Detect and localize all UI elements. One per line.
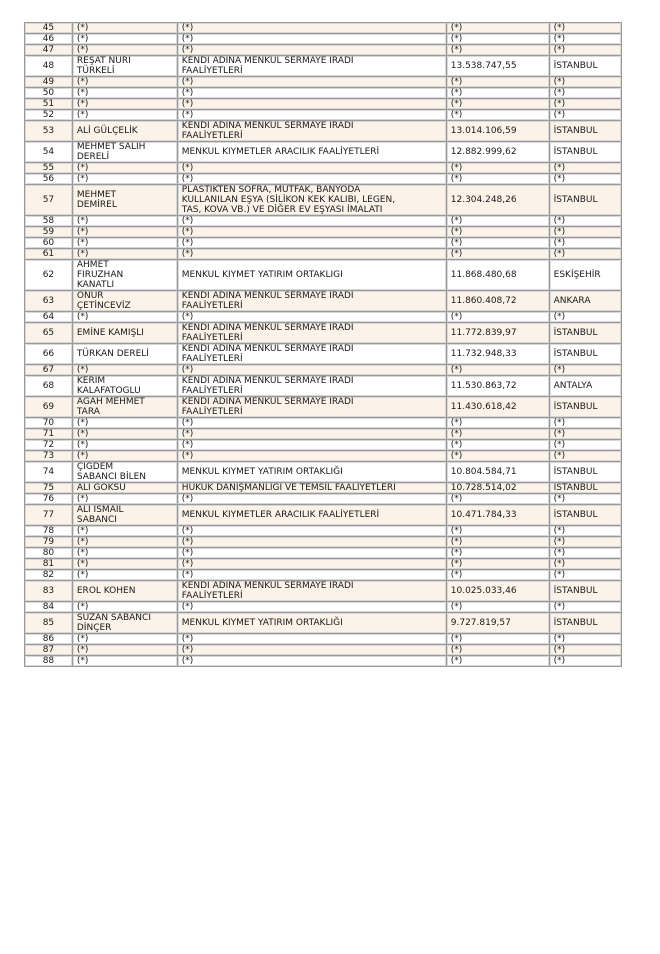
city-name: ANKARA <box>550 291 622 312</box>
taxpayer-name: (*) <box>73 216 178 227</box>
table-row <box>25 142 622 163</box>
activity-description: (*) <box>178 634 447 645</box>
city-name: İSTANBUL <box>550 505 622 526</box>
tax-amount: (*) <box>447 249 550 260</box>
tax-amount: (*) <box>447 45 550 56</box>
table-row <box>25 45 622 56</box>
tax-amount: (*) <box>447 77 550 88</box>
city-name: (*) <box>550 526 622 537</box>
tax-amount: 13.014.106,59 <box>447 121 550 142</box>
row-number: 85 <box>25 613 73 634</box>
table-row <box>25 174 622 185</box>
city-name: ESKİŞEHİR <box>550 260 622 291</box>
taxpayer-name: TÜRKAN DERELİ <box>73 344 178 365</box>
table-row <box>25 365 622 376</box>
activity-description: (*) <box>178 88 447 99</box>
table-row <box>25 163 622 174</box>
tax-amount: (*) <box>447 365 550 376</box>
taxpayer-name: (*) <box>73 312 178 323</box>
tax-amount: 10.804.584,71 <box>447 462 550 483</box>
city-name: İSTANBUL <box>550 581 622 602</box>
table-row <box>25 602 622 613</box>
table-row <box>25 581 622 602</box>
taxpayer-name: (*) <box>73 23 178 34</box>
row-number: 79 <box>25 537 73 548</box>
table-row <box>25 185 622 216</box>
tax-amount: (*) <box>447 440 550 451</box>
tax-amount: 13.538.747,55 <box>447 56 550 77</box>
activity-description: MENKUL KIYMET YATIRIM ORTAKLIĞI <box>178 462 447 483</box>
row-number: 75 <box>25 483 73 494</box>
city-name: ANTALYA <box>550 376 622 397</box>
row-number: 63 <box>25 291 73 312</box>
table-row <box>25 312 622 323</box>
tax-amount: 12.882.999,62 <box>447 142 550 163</box>
city-name: (*) <box>550 645 622 656</box>
city-name: (*) <box>550 570 622 581</box>
tax-amount: (*) <box>447 88 550 99</box>
activity-description: (*) <box>178 559 447 570</box>
tax-amount: (*) <box>447 570 550 581</box>
tax-amount: 11.868.480,68 <box>447 260 550 291</box>
taxpayer-name: (*) <box>73 227 178 238</box>
row-number: 70 <box>25 418 73 429</box>
activity-description: (*) <box>178 227 447 238</box>
row-number: 56 <box>25 174 73 185</box>
table-row <box>25 77 622 88</box>
city-name: (*) <box>550 451 622 462</box>
activity-description: KENDİ ADINA MENKUL SERMAYE İRADI FAALİYETLERİ <box>178 376 447 397</box>
taxpayer-name: (*) <box>73 34 178 45</box>
activity-description: (*) <box>178 537 447 548</box>
table-row <box>25 537 622 548</box>
row-number: 62 <box>25 260 73 291</box>
row-number: 69 <box>25 397 73 418</box>
taxpayer-name: MEHMET SALİH DERELİ <box>73 142 178 163</box>
taxpayer-name: ALİ İSMAİL SABANCI <box>73 505 178 526</box>
taxpayer-name: (*) <box>73 249 178 260</box>
tax-amount: (*) <box>447 99 550 110</box>
row-number: 73 <box>25 451 73 462</box>
city-name: İSTANBUL <box>550 397 622 418</box>
taxpayer-name: (*) <box>73 45 178 56</box>
tax-amount: (*) <box>447 537 550 548</box>
table-row <box>25 526 622 537</box>
row-number: 54 <box>25 142 73 163</box>
taxpayer-name: (*) <box>73 526 178 537</box>
table-row <box>25 559 622 570</box>
taxpayer-name: (*) <box>73 602 178 613</box>
row-number: 51 <box>25 99 73 110</box>
row-number: 45 <box>25 23 73 34</box>
row-number: 74 <box>25 462 73 483</box>
tax-amount: 11.772.839,97 <box>447 323 550 344</box>
tax-amount: (*) <box>447 548 550 559</box>
table-row <box>25 110 622 121</box>
activity-description: (*) <box>178 645 447 656</box>
city-name: (*) <box>550 99 622 110</box>
row-number: 78 <box>25 526 73 537</box>
activity-description: KENDİ ADINA MENKUL SERMAYE İRADI FAALİYETLERİ <box>178 344 447 365</box>
city-name: (*) <box>550 249 622 260</box>
city-name: (*) <box>550 88 622 99</box>
taxpayer-name: (*) <box>73 238 178 249</box>
row-number: 49 <box>25 77 73 88</box>
tax-amount: (*) <box>447 526 550 537</box>
taxpayer-name: (*) <box>73 418 178 429</box>
taxpayer-name: AHMET FIRUZHAN KANATLI <box>73 260 178 291</box>
activity-description: (*) <box>178 45 447 56</box>
row-number: 72 <box>25 440 73 451</box>
taxpayer-name: (*) <box>73 570 178 581</box>
activity-description: (*) <box>178 429 447 440</box>
table-row <box>25 483 622 494</box>
row-number: 65 <box>25 323 73 344</box>
row-number: 57 <box>25 185 73 216</box>
taxpayer-name: (*) <box>73 440 178 451</box>
activity-description: (*) <box>178 249 447 260</box>
table-row <box>25 505 622 526</box>
tax-amount: (*) <box>447 238 550 249</box>
tax-amount: (*) <box>447 494 550 505</box>
row-number: 82 <box>25 570 73 581</box>
table-row <box>25 429 622 440</box>
taxpayer-name: EMİNE KAMIŞLI <box>73 323 178 344</box>
activity-description: (*) <box>178 602 447 613</box>
activity-description: MENKUL KIYMETLER ARACILIK FAALİYETLERİ <box>178 505 447 526</box>
row-number: 77 <box>25 505 73 526</box>
row-number: 55 <box>25 163 73 174</box>
table-row <box>25 613 622 634</box>
taxpayer-name: (*) <box>73 537 178 548</box>
taxpayer-name: (*) <box>73 656 178 667</box>
activity-description: KENDİ ADINA MENKUL SERMAYE İRADI FAALİYETLERİ <box>178 323 447 344</box>
tax-amount: (*) <box>447 451 550 462</box>
tax-amount: 10.025.033,46 <box>447 581 550 602</box>
row-number: 80 <box>25 548 73 559</box>
row-number: 87 <box>25 645 73 656</box>
activity-description: (*) <box>178 494 447 505</box>
taxpayer-name: (*) <box>73 99 178 110</box>
tax-amount: (*) <box>447 163 550 174</box>
taxpayer-name: SUZAN SABANCI DİNÇER <box>73 613 178 634</box>
tax-amount: (*) <box>447 312 550 323</box>
city-name: İSTANBUL <box>550 344 622 365</box>
city-name: (*) <box>550 429 622 440</box>
tax-amount: 11.530.863,72 <box>447 376 550 397</box>
table-row <box>25 56 622 77</box>
activity-description: (*) <box>178 174 447 185</box>
tax-amount: 9.727.819,57 <box>447 613 550 634</box>
taxpayer-name: ALİ GÜLÇELİK <box>73 121 178 142</box>
tax-amount: (*) <box>447 174 550 185</box>
table-row <box>25 397 622 418</box>
tax-amount: 11.732.948,33 <box>447 344 550 365</box>
taxpayer-name: (*) <box>73 110 178 121</box>
tax-amount: 12.304.248,26 <box>447 185 550 216</box>
table-row <box>25 249 622 260</box>
row-number: 81 <box>25 559 73 570</box>
table-row <box>25 645 622 656</box>
row-number: 66 <box>25 344 73 365</box>
table-row <box>25 548 622 559</box>
activity-description: (*) <box>178 656 447 667</box>
city-name: İSTANBUL <box>550 185 622 216</box>
row-number: 52 <box>25 110 73 121</box>
taxpayer-name: (*) <box>73 174 178 185</box>
tax-amount: (*) <box>447 110 550 121</box>
city-name: (*) <box>550 77 622 88</box>
city-name: (*) <box>550 418 622 429</box>
activity-description: (*) <box>178 23 447 34</box>
activity-description: KENDİ ADINA MENKUL SERMAYE İRADI FAALİYETLERİ <box>178 121 447 142</box>
row-number: 76 <box>25 494 73 505</box>
taxpayer-name: (*) <box>73 451 178 462</box>
taxpayer-name: (*) <box>73 77 178 88</box>
city-name: (*) <box>550 634 622 645</box>
table-row <box>25 88 622 99</box>
table-row <box>25 227 622 238</box>
taxpayer-name: EROL KOHEN <box>73 581 178 602</box>
activity-description: MENKUL KIYMET YATIRIM ORTAKLIĞI <box>178 613 447 634</box>
activity-description: (*) <box>178 77 447 88</box>
table-row <box>25 34 622 45</box>
taxpayer-name: (*) <box>73 429 178 440</box>
tax-amount: 11.430.618,42 <box>447 397 550 418</box>
table-row <box>25 634 622 645</box>
table-row <box>25 216 622 227</box>
activity-description: (*) <box>178 110 447 121</box>
row-number: 48 <box>25 56 73 77</box>
city-name: (*) <box>550 110 622 121</box>
tax-amount: (*) <box>447 34 550 45</box>
row-number: 59 <box>25 227 73 238</box>
table-body <box>25 23 622 667</box>
activity-description: (*) <box>178 365 447 376</box>
row-number: 50 <box>25 88 73 99</box>
row-number: 60 <box>25 238 73 249</box>
tax-amount: (*) <box>447 227 550 238</box>
taxpayer-name: (*) <box>73 559 178 570</box>
table-row <box>25 291 622 312</box>
activity-description: HUKUK DANIŞMANLIĞI VE TEMSİL FAALİYETLERİ <box>178 483 447 494</box>
activity-description: MENKUL KIYMET YATIRIM ORTAKLIGI <box>178 260 447 291</box>
row-number: 86 <box>25 634 73 645</box>
row-number: 83 <box>25 581 73 602</box>
city-name: İSTANBUL <box>550 462 622 483</box>
table-row <box>25 570 622 581</box>
tax-amount: (*) <box>447 418 550 429</box>
taxpayer-name: (*) <box>73 548 178 559</box>
city-name: (*) <box>550 163 622 174</box>
city-name: İSTANBUL <box>550 613 622 634</box>
taxpayer-name: KERİM KALAFATOGLU <box>73 376 178 397</box>
taxpayer-name: MEHMET DEMİREL <box>73 185 178 216</box>
activity-description: (*) <box>178 570 447 581</box>
table-row <box>25 418 622 429</box>
row-number: 84 <box>25 602 73 613</box>
tax-amount: 10.471.784,33 <box>447 505 550 526</box>
table-row <box>25 238 622 249</box>
row-number: 53 <box>25 121 73 142</box>
city-name: (*) <box>550 548 622 559</box>
tax-amount: (*) <box>447 645 550 656</box>
activity-description: (*) <box>178 34 447 45</box>
table-row <box>25 494 622 505</box>
row-number: 67 <box>25 365 73 376</box>
taxpayer-name: ONUR ÇETİNCEVİZ <box>73 291 178 312</box>
city-name: (*) <box>550 537 622 548</box>
tax-amount: 11.860.408,72 <box>447 291 550 312</box>
row-number: 64 <box>25 312 73 323</box>
city-name: (*) <box>550 34 622 45</box>
row-number: 61 <box>25 249 73 260</box>
city-name: (*) <box>550 656 622 667</box>
table-row <box>25 23 622 34</box>
city-name: İSTANBUL <box>550 142 622 163</box>
tax-amount: (*) <box>447 23 550 34</box>
row-number: 88 <box>25 656 73 667</box>
taxpayer-name: (*) <box>73 163 178 174</box>
activity-description: (*) <box>178 99 447 110</box>
city-name: (*) <box>550 602 622 613</box>
city-name: (*) <box>550 559 622 570</box>
activity-description: KENDİ ADINA MENKUL SERMAYE İRADI FAALİYETLERİ <box>178 291 447 312</box>
row-number: 68 <box>25 376 73 397</box>
activity-description: MENKUL KIYMETLER ARACILIK FAALİYETLERİ <box>178 142 447 163</box>
taxpayer-name: ÇİĞDEM SABANCI BİLEN <box>73 462 178 483</box>
activity-description: (*) <box>178 526 447 537</box>
city-name: İSTANBUL <box>550 323 622 344</box>
city-name: (*) <box>550 174 622 185</box>
activity-description: (*) <box>178 216 447 227</box>
city-name: (*) <box>550 238 622 249</box>
activity-description: (*) <box>178 312 447 323</box>
activity-description: (*) <box>178 163 447 174</box>
activity-description: (*) <box>178 238 447 249</box>
city-name: (*) <box>550 440 622 451</box>
table-row <box>25 462 622 483</box>
taxpayer-name: REŞAT NURİ TÜRKELİ <box>73 56 178 77</box>
city-name: (*) <box>550 365 622 376</box>
table-row <box>25 260 622 291</box>
activity-description: KENDİ ADINA MENKUL SERMAYE İRADI FAALİYETLERİ <box>178 56 447 77</box>
activity-description: KENDİ ADINA MENKUL SERMAYE İRADI FAALİYETLERİ <box>178 581 447 602</box>
taxpayer-name: (*) <box>73 645 178 656</box>
taxpayer-name: ALİ GÖKSU <box>73 483 178 494</box>
city-name: (*) <box>550 45 622 56</box>
row-number: 46 <box>25 34 73 45</box>
table-row <box>25 656 622 667</box>
city-name: (*) <box>550 312 622 323</box>
city-name: (*) <box>550 227 622 238</box>
city-name: (*) <box>550 494 622 505</box>
tax-amount: (*) <box>447 429 550 440</box>
activity-description: (*) <box>178 418 447 429</box>
activity-description: (*) <box>178 451 447 462</box>
table-row <box>25 344 622 365</box>
row-number: 47 <box>25 45 73 56</box>
taxpayer-name: (*) <box>73 365 178 376</box>
taxpayer-name: (*) <box>73 88 178 99</box>
taxpayer-table <box>24 22 622 667</box>
table-row <box>25 99 622 110</box>
activity-description: (*) <box>178 548 447 559</box>
city-name: İSTANBUL <box>550 56 622 77</box>
activity-description: PLASTİKTEN SOFRA, MUTFAK, BANYODA KULLANILAN EŞYA (SİLİKON KEK KALIBI, LEGEN, TAS, KOVA VB.) VE DİĞER EV EŞYASI İMALATI <box>178 185 447 216</box>
city-name: (*) <box>550 23 622 34</box>
tax-amount: (*) <box>447 634 550 645</box>
taxpayer-name: (*) <box>73 634 178 645</box>
table-row <box>25 376 622 397</box>
taxpayer-name: (*) <box>73 494 178 505</box>
table-row <box>25 121 622 142</box>
row-number: 71 <box>25 429 73 440</box>
table-row <box>25 440 622 451</box>
city-name: (*) <box>550 216 622 227</box>
table-row <box>25 451 622 462</box>
activity-description: (*) <box>178 440 447 451</box>
tax-amount: (*) <box>447 656 550 667</box>
tax-amount: 10.728.514,02 <box>447 483 550 494</box>
activity-description: KENDİ ADINA MENKUL SERMAYE İRADI FAALİYETLERİ <box>178 397 447 418</box>
city-name: İSTANBUL <box>550 121 622 142</box>
tax-amount: (*) <box>447 559 550 570</box>
taxpayer-name: AGAH MEHMET TARA <box>73 397 178 418</box>
tax-amount: (*) <box>447 602 550 613</box>
table-row <box>25 323 622 344</box>
row-number: 58 <box>25 216 73 227</box>
city-name: İSTANBUL <box>550 483 622 494</box>
tax-amount: (*) <box>447 216 550 227</box>
